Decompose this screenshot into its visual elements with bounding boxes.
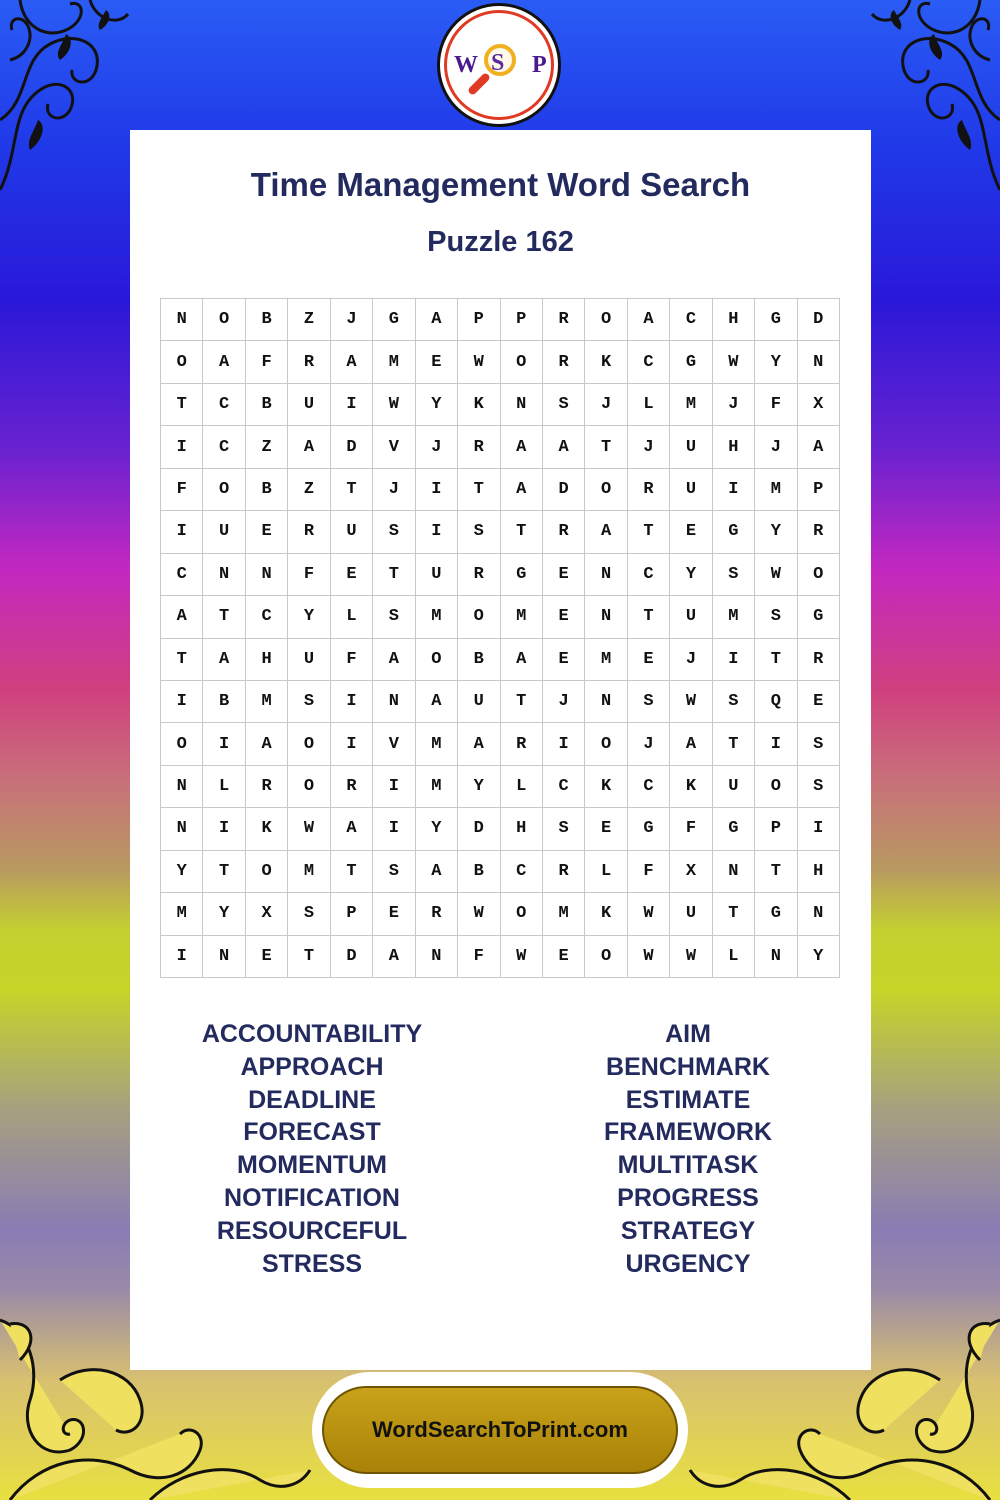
grid-cell[interactable]: G — [501, 554, 543, 596]
grid-cell[interactable]: R — [543, 299, 585, 341]
logo-letter: P — [532, 52, 547, 78]
grid-cell[interactable]: N — [798, 341, 840, 383]
grid-cell[interactable]: O — [585, 469, 627, 511]
grid-cell[interactable]: A — [373, 639, 415, 681]
grid-cell[interactable]: R — [543, 511, 585, 553]
grid-cell[interactable]: T — [373, 554, 415, 596]
grid-cell[interactable]: R — [501, 723, 543, 765]
grid-cell[interactable]: N — [416, 936, 458, 978]
grid-cell[interactable]: X — [246, 893, 288, 935]
grid-cell[interactable]: E — [670, 511, 712, 553]
grid-cell[interactable]: I — [416, 469, 458, 511]
grid-cell[interactable]: E — [416, 341, 458, 383]
grid-cell[interactable]: S — [713, 681, 755, 723]
grid-cell[interactable]: W — [628, 936, 670, 978]
grid-cell[interactable]: I — [373, 808, 415, 850]
grid-cell[interactable]: Y — [416, 808, 458, 850]
grid-cell[interactable]: N — [501, 384, 543, 426]
grid-cell[interactable]: C — [501, 851, 543, 893]
site-link-text: WordSearchToPrint.com — [372, 1417, 628, 1442]
grid-cell[interactable]: J — [628, 723, 670, 765]
grid-cell[interactable]: O — [501, 893, 543, 935]
grid-cell[interactable]: J — [628, 426, 670, 468]
grid-cell[interactable]: F — [288, 554, 330, 596]
letter-grid — [160, 298, 840, 978]
grid-cell[interactable]: T — [203, 596, 245, 638]
grid-cell[interactable]: I — [331, 681, 373, 723]
grid-cell[interactable]: I — [203, 723, 245, 765]
grid-cell[interactable]: J — [416, 426, 458, 468]
grid-cell[interactable]: O — [288, 723, 330, 765]
grid-cell[interactable]: S — [798, 723, 840, 765]
word-list-left — [132, 1018, 492, 1280]
grid-cell[interactable]: D — [458, 808, 500, 850]
grid-cell[interactable]: N — [161, 808, 203, 850]
grid-cell[interactable]: A — [543, 426, 585, 468]
grid-cell[interactable]: U — [203, 511, 245, 553]
grid-cell[interactable]: R — [458, 554, 500, 596]
grid-cell[interactable]: L — [501, 766, 543, 808]
grid-cell[interactable]: U — [331, 511, 373, 553]
grid-cell[interactable]: I — [203, 808, 245, 850]
grid-cell[interactable]: G — [670, 341, 712, 383]
grid-cell[interactable]: T — [628, 596, 670, 638]
grid-cell[interactable]: U — [670, 426, 712, 468]
grid-cell[interactable]: A — [203, 341, 245, 383]
grid-cell[interactable]: N — [585, 596, 627, 638]
grid-cell[interactable]: W — [670, 936, 712, 978]
grid-cell[interactable]: T — [755, 639, 797, 681]
grid-cell[interactable]: F — [161, 469, 203, 511]
grid-cell[interactable]: W — [501, 936, 543, 978]
grid-cell[interactable]: S — [713, 554, 755, 596]
grid-cell[interactable]: V — [373, 426, 415, 468]
grid-cell[interactable]: R — [458, 426, 500, 468]
grid-cell[interactable]: G — [798, 596, 840, 638]
word-list-item: MOMENTUM — [237, 1151, 387, 1180]
grid-cell[interactable]: S — [543, 384, 585, 426]
grid-cell[interactable]: R — [798, 639, 840, 681]
grid-cell[interactable]: C — [203, 384, 245, 426]
grid-cell[interactable]: C — [628, 341, 670, 383]
word-list-item: URGENCY — [625, 1249, 751, 1278]
grid-cell[interactable]: A — [416, 299, 458, 341]
grid-cell[interactable]: U — [416, 554, 458, 596]
grid-cell[interactable]: A — [501, 426, 543, 468]
grid-cell[interactable]: M — [373, 341, 415, 383]
grid-cell[interactable]: C — [628, 766, 670, 808]
grid-cell[interactable]: F — [755, 384, 797, 426]
grid-cell[interactable]: C — [246, 596, 288, 638]
grid-cell[interactable]: C — [203, 426, 245, 468]
grid-cell[interactable]: D — [798, 299, 840, 341]
puzzle-card — [130, 130, 871, 1370]
grid-cell[interactable]: E — [246, 511, 288, 553]
grid-cell[interactable]: F — [331, 639, 373, 681]
grid-cell[interactable]: O — [288, 766, 330, 808]
grid-cell[interactable]: E — [543, 639, 585, 681]
grid-cell[interactable]: P — [755, 808, 797, 850]
grid-cell[interactable]: U — [713, 766, 755, 808]
site-logo[interactable] — [437, 3, 561, 127]
grid-cell[interactable]: D — [331, 936, 373, 978]
grid-cell[interactable]: N — [755, 936, 797, 978]
grid-cell[interactable]: O — [246, 851, 288, 893]
grid-cell[interactable]: B — [246, 469, 288, 511]
grid-cell[interactable]: U — [670, 893, 712, 935]
grid-cell[interactable]: P — [798, 469, 840, 511]
grid-cell[interactable]: A — [416, 851, 458, 893]
grid-cell[interactable]: J — [373, 469, 415, 511]
grid-cell[interactable]: W — [628, 893, 670, 935]
grid-cell[interactable]: K — [585, 766, 627, 808]
grid-cell[interactable]: C — [543, 766, 585, 808]
grid-cell[interactable]: S — [628, 681, 670, 723]
grid-cell[interactable]: T — [628, 511, 670, 553]
grid-cell[interactable]: O — [203, 469, 245, 511]
word-list-item: FORECAST — [243, 1118, 381, 1147]
grid-cell[interactable]: W — [670, 681, 712, 723]
grid-cell[interactable]: O — [501, 341, 543, 383]
grid-cell[interactable]: I — [543, 723, 585, 765]
grid-cell[interactable]: J — [331, 299, 373, 341]
grid-cell[interactable]: E — [331, 554, 373, 596]
logo-letter: S — [491, 50, 505, 76]
grid-cell[interactable]: O — [585, 936, 627, 978]
word-list-right — [508, 1018, 868, 1280]
grid-cell[interactable]: L — [628, 384, 670, 426]
grid-cell[interactable]: R — [543, 341, 585, 383]
grid-cell[interactable]: R — [416, 893, 458, 935]
grid-cell[interactable]: S — [373, 596, 415, 638]
grid-cell[interactable]: A — [628, 299, 670, 341]
grid-cell[interactable]: G — [373, 299, 415, 341]
word-list-item: BENCHMARK — [606, 1052, 770, 1081]
grid-cell[interactable]: N — [246, 554, 288, 596]
grid-cell[interactable]: F — [670, 808, 712, 850]
grid-cell[interactable]: Y — [288, 596, 330, 638]
grid-cell[interactable]: D — [331, 426, 373, 468]
word-list-item: APPROACH — [240, 1052, 384, 1081]
grid-cell[interactable]: N — [161, 766, 203, 808]
grid-cell[interactable]: A — [161, 596, 203, 638]
grid-cell[interactable]: G — [755, 893, 797, 935]
grid-cell[interactable]: N — [585, 681, 627, 723]
grid-cell[interactable]: T — [713, 723, 755, 765]
grid-cell[interactable]: K — [458, 384, 500, 426]
grid-cell[interactable]: R — [331, 766, 373, 808]
grid-cell[interactable]: H — [798, 851, 840, 893]
grid-cell[interactable]: I — [331, 384, 373, 426]
word-list-item: PROGRESS — [617, 1183, 759, 1212]
grid-cell[interactable]: T — [288, 936, 330, 978]
word-list-item: DEADLINE — [248, 1085, 376, 1114]
grid-cell[interactable]: Y — [416, 384, 458, 426]
word-list-item: ESTIMATE — [625, 1085, 751, 1114]
grid-cell[interactable]: R — [628, 469, 670, 511]
word-list-item: FRAMEWORK — [603, 1118, 773, 1147]
puzzle-number: Puzzle 162 — [427, 226, 574, 258]
grid-cell[interactable]: E — [585, 808, 627, 850]
grid-cell[interactable]: E — [543, 554, 585, 596]
grid-cell[interactable]: B — [458, 851, 500, 893]
grid-cell[interactable]: E — [543, 936, 585, 978]
grid-cell[interactable]: O — [585, 299, 627, 341]
corner-flourish-icon — [0, 0, 130, 200]
grid-cell[interactable]: T — [501, 681, 543, 723]
grid-cell[interactable]: O — [161, 341, 203, 383]
word-list-item: STRESS — [261, 1249, 363, 1278]
grid-cell[interactable]: B — [246, 299, 288, 341]
grid-cell[interactable]: T — [161, 384, 203, 426]
grid-cell[interactable]: K — [246, 808, 288, 850]
grid-cell[interactable]: M — [713, 596, 755, 638]
grid-cell[interactable]: T — [331, 851, 373, 893]
grid-cell[interactable]: J — [670, 639, 712, 681]
grid-cell[interactable]: A — [585, 511, 627, 553]
corner-flourish-icon — [870, 0, 1000, 200]
grid-cell[interactable]: W — [713, 341, 755, 383]
grid-cell[interactable]: Y — [798, 936, 840, 978]
grid-cell[interactable]: O — [798, 554, 840, 596]
grid-cell[interactable]: T — [713, 893, 755, 935]
grid-cell[interactable]: M — [416, 723, 458, 765]
grid-cell[interactable]: U — [670, 596, 712, 638]
grid-cell[interactable]: G — [755, 299, 797, 341]
word-list-item: NOTIFICATION — [224, 1183, 400, 1212]
word-list-item: STRATEGY — [620, 1216, 756, 1245]
grid-cell[interactable]: M — [416, 766, 458, 808]
grid-cell[interactable]: W — [755, 554, 797, 596]
word-list-item: RESOURCEFUL — [216, 1216, 408, 1245]
grid-cell[interactable]: Y — [755, 341, 797, 383]
grid-cell[interactable]: N — [161, 299, 203, 341]
grid-cell[interactable]: T — [501, 511, 543, 553]
grid-cell[interactable]: A — [798, 426, 840, 468]
grid-cell[interactable]: A — [501, 639, 543, 681]
grid-cell[interactable]: C — [670, 299, 712, 341]
word-list-item: ACCOUNTABILITY — [201, 1020, 423, 1048]
grid-cell[interactable]: I — [373, 766, 415, 808]
grid-cell[interactable]: I — [713, 639, 755, 681]
grid-cell[interactable]: U — [670, 469, 712, 511]
grid-cell[interactable]: N — [713, 851, 755, 893]
grid-cell[interactable]: I — [161, 426, 203, 468]
grid-cell[interactable]: H — [501, 808, 543, 850]
grid-cell[interactable]: A — [373, 936, 415, 978]
grid-cell[interactable]: A — [501, 469, 543, 511]
grid-cell[interactable]: Z — [288, 299, 330, 341]
grid-cell[interactable]: T — [161, 639, 203, 681]
grid-cell[interactable]: G — [713, 808, 755, 850]
grid-cell[interactable]: M — [501, 596, 543, 638]
grid-cell[interactable]: A — [670, 723, 712, 765]
grid-cell[interactable]: B — [246, 384, 288, 426]
grid-cell[interactable]: D — [543, 469, 585, 511]
logo-letter: W — [454, 52, 478, 78]
grid-cell[interactable]: S — [798, 766, 840, 808]
grid-cell[interactable]: L — [203, 766, 245, 808]
grid-cell[interactable]: O — [203, 299, 245, 341]
grid-cell[interactable]: W — [458, 893, 500, 935]
grid-cell[interactable]: M — [416, 596, 458, 638]
grid-cell[interactable]: W — [373, 384, 415, 426]
grid-cell[interactable]: A — [416, 681, 458, 723]
grid-cell[interactable]: H — [713, 426, 755, 468]
grid-cell[interactable]: K — [585, 893, 627, 935]
grid-cell[interactable]: Z — [246, 426, 288, 468]
site-link-button[interactable] — [322, 1386, 678, 1474]
grid-cell[interactable]: M — [543, 893, 585, 935]
grid-cell[interactable]: O — [755, 766, 797, 808]
grid-cell[interactable]: E — [373, 893, 415, 935]
grid-cell[interactable]: M — [670, 384, 712, 426]
grid-cell[interactable]: K — [670, 766, 712, 808]
grid-cell[interactable]: S — [373, 511, 415, 553]
grid-cell[interactable]: N — [203, 936, 245, 978]
grid-cell[interactable]: T — [755, 851, 797, 893]
grid-cell[interactable]: N — [203, 554, 245, 596]
grid-cell[interactable]: T — [458, 469, 500, 511]
grid-cell[interactable]: G — [628, 808, 670, 850]
grid-cell[interactable]: S — [288, 681, 330, 723]
grid-cell[interactable]: I — [416, 511, 458, 553]
grid-cell[interactable]: L — [585, 851, 627, 893]
grid-cell[interactable]: J — [543, 681, 585, 723]
grid-cell[interactable]: E — [628, 639, 670, 681]
grid-cell[interactable]: I — [798, 808, 840, 850]
grid-cell[interactable]: S — [755, 596, 797, 638]
grid-cell[interactable]: J — [755, 426, 797, 468]
grid-cell[interactable]: J — [585, 384, 627, 426]
grid-cell[interactable]: T — [203, 851, 245, 893]
grid-cell[interactable]: N — [373, 681, 415, 723]
grid-cell[interactable]: R — [798, 511, 840, 553]
grid-cell[interactable]: B — [203, 681, 245, 723]
word-list-item: MULTITASK — [617, 1151, 759, 1180]
grid-cell[interactable]: M — [755, 469, 797, 511]
grid-cell[interactable]: C — [161, 554, 203, 596]
grid-cell[interactable]: I — [161, 936, 203, 978]
footer-badge — [312, 1372, 688, 1488]
grid-cell[interactable]: Y — [458, 766, 500, 808]
grid-cell[interactable]: M — [246, 681, 288, 723]
grid-cell[interactable]: X — [670, 851, 712, 893]
grid-cell[interactable]: Z — [288, 469, 330, 511]
grid-cell[interactable]: W — [288, 808, 330, 850]
grid-cell[interactable]: Y — [203, 893, 245, 935]
grid-cell[interactable]: U — [458, 681, 500, 723]
grid-cell[interactable]: J — [713, 384, 755, 426]
grid-cell[interactable]: E — [246, 936, 288, 978]
grid-cell[interactable]: T — [585, 426, 627, 468]
grid-cell[interactable]: R — [543, 851, 585, 893]
grid-cell[interactable]: O — [161, 723, 203, 765]
grid-cell[interactable]: Q — [755, 681, 797, 723]
grid-cell[interactable]: L — [331, 596, 373, 638]
grid-cell[interactable]: A — [458, 723, 500, 765]
grid-cell[interactable]: X — [798, 384, 840, 426]
grid-cell[interactable]: U — [288, 639, 330, 681]
grid-cell[interactable]: F — [246, 341, 288, 383]
grid-cell[interactable]: O — [458, 596, 500, 638]
grid-cell[interactable]: M — [161, 893, 203, 935]
grid-cell[interactable]: S — [288, 893, 330, 935]
grid-cell[interactable]: E — [798, 681, 840, 723]
grid-cell[interactable]: H — [246, 639, 288, 681]
grid-cell[interactable]: B — [458, 639, 500, 681]
grid-cell[interactable]: Y — [161, 851, 203, 893]
grid-cell[interactable]: E — [543, 596, 585, 638]
grid-cell[interactable]: G — [713, 511, 755, 553]
grid-cell[interactable]: A — [246, 723, 288, 765]
grid-cell[interactable]: I — [755, 723, 797, 765]
grid-cell[interactable]: Y — [755, 511, 797, 553]
grid-cell[interactable]: K — [585, 341, 627, 383]
grid-cell[interactable]: V — [373, 723, 415, 765]
grid-cell[interactable]: P — [501, 299, 543, 341]
grid-cell[interactable]: N — [798, 893, 840, 935]
grid-cell[interactable]: R — [246, 766, 288, 808]
grid-cell[interactable]: A — [203, 639, 245, 681]
word-list-item: AIM — [665, 1020, 711, 1048]
grid-cell[interactable]: M — [585, 639, 627, 681]
grid-cell[interactable]: O — [585, 723, 627, 765]
grid-cell[interactable]: I — [161, 511, 203, 553]
grid-cell[interactable]: R — [288, 341, 330, 383]
grid-cell[interactable]: C — [628, 554, 670, 596]
grid-cell[interactable]: H — [713, 299, 755, 341]
grid-cell[interactable]: N — [585, 554, 627, 596]
grid-cell[interactable]: P — [458, 299, 500, 341]
grid-cell[interactable]: I — [713, 469, 755, 511]
grid-cell[interactable]: W — [458, 341, 500, 383]
page-title: Time Management Word Search — [250, 166, 751, 203]
grid-cell[interactable]: S — [373, 851, 415, 893]
grid-cell[interactable]: A — [288, 426, 330, 468]
grid-cell[interactable]: R — [288, 511, 330, 553]
grid-cell[interactable]: Y — [670, 554, 712, 596]
grid-cell[interactable]: I — [161, 681, 203, 723]
grid-cell[interactable]: F — [628, 851, 670, 893]
grid-cell[interactable]: P — [331, 893, 373, 935]
grid-cell[interactable]: I — [331, 723, 373, 765]
grid-cell[interactable]: O — [416, 639, 458, 681]
grid-cell[interactable]: A — [331, 341, 373, 383]
grid-cell[interactable]: U — [288, 384, 330, 426]
grid-cell[interactable]: M — [288, 851, 330, 893]
grid-cell[interactable]: S — [458, 511, 500, 553]
grid-cell[interactable]: F — [458, 936, 500, 978]
grid-cell[interactable]: L — [713, 936, 755, 978]
grid-cell[interactable]: S — [543, 808, 585, 850]
grid-cell[interactable]: T — [331, 469, 373, 511]
grid-cell[interactable]: A — [331, 808, 373, 850]
